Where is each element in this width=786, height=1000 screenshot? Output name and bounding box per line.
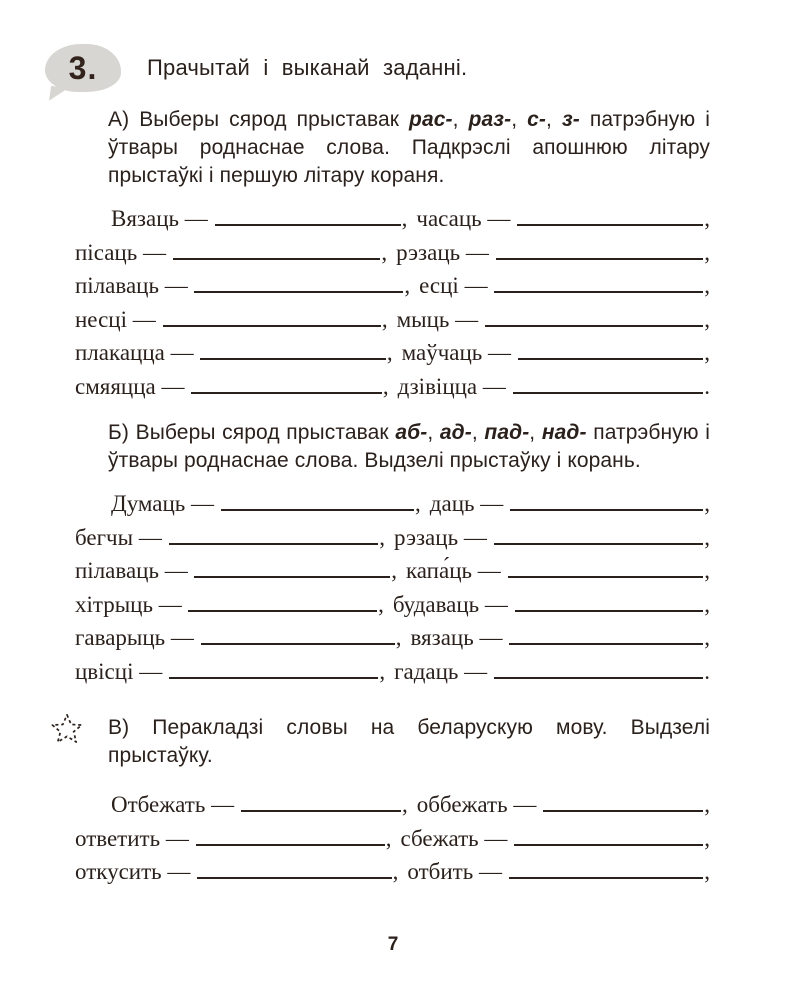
answer-blank — [163, 325, 381, 327]
dash-separator: — — [205, 792, 240, 817]
comma-separator: , — [404, 273, 411, 298]
answer-blank — [169, 677, 378, 679]
dash-separator: — — [458, 273, 494, 298]
section-a-fill-lines — [75, 206, 710, 407]
source-word: гаварыць — [75, 625, 166, 650]
answer-blank — [509, 643, 703, 645]
prefix-option: рас- — [409, 108, 453, 131]
dash-separator: — — [158, 558, 194, 583]
source-word: пісаць — [75, 239, 138, 265]
comma-separator: , — [382, 373, 389, 399]
answer-blank — [494, 677, 703, 679]
source-word: отбить — [407, 859, 474, 884]
line-end-punctuation: , — [704, 273, 710, 298]
heading-text: патрэбную і ўтвары роднаснае слова. Падкрэслі апошнюю літару прыстаўкі і першую літару кораня. — [108, 108, 711, 187]
section-v-fill-lines — [75, 792, 710, 893]
prefix-option: пад- — [484, 421, 530, 444]
comma-separator: , — [386, 340, 393, 365]
fill-line — [75, 307, 710, 341]
source-word: сбежать — [400, 825, 479, 851]
section-a-heading-text — [108, 106, 710, 190]
section-v-heading — [108, 714, 710, 770]
fill-line — [75, 491, 710, 525]
line-end-punctuation: , — [704, 239, 710, 265]
section-a-heading — [108, 106, 710, 190]
comma-separator: , — [395, 625, 402, 650]
source-word: Отбежать — [111, 792, 206, 817]
source-word: смяяцца — [75, 373, 156, 399]
line-end-punctuation: , — [704, 625, 710, 650]
fill-line — [75, 558, 710, 592]
answer-blank — [496, 258, 704, 260]
dash-separator: — — [472, 558, 507, 583]
prefix-option: ад- — [439, 421, 472, 444]
comma-separator: , — [401, 206, 408, 231]
dash-separator: — — [160, 825, 195, 851]
source-word: маўчаць — [401, 340, 483, 365]
dash-separator: — — [482, 340, 517, 365]
source-word: вязаць — [410, 625, 474, 650]
dash-separator: — — [478, 825, 514, 851]
source-word: рэзаць — [394, 524, 459, 550]
fill-line — [75, 374, 710, 408]
source-word: дзівіцца — [397, 373, 478, 399]
answer-blank — [173, 258, 381, 260]
source-word: цвісці — [75, 658, 134, 684]
exercise-title: Прачытай і выканай заданні. — [147, 55, 468, 80]
comma-separator: , — [379, 524, 386, 550]
source-word: оббежать — [416, 792, 508, 817]
dash-separator: — — [458, 658, 493, 684]
dash-separator: — — [473, 625, 509, 650]
dash-separator: — — [449, 306, 484, 332]
answer-blank — [543, 810, 703, 812]
answer-blank — [513, 392, 704, 394]
answer-blank — [494, 543, 704, 545]
dash-separator: — — [133, 524, 168, 550]
heading-text: А) Выберы сярод прыставак — [108, 108, 410, 131]
answer-blank — [485, 325, 703, 327]
heading-text: , — [511, 108, 528, 131]
answer-blank — [518, 358, 703, 360]
answer-blank — [508, 576, 704, 578]
dash-separator: — — [458, 524, 493, 550]
section-b — [75, 419, 710, 692]
fill-line — [75, 792, 710, 826]
source-word: хітрыць — [75, 591, 153, 617]
source-word: плакацца — [75, 340, 165, 365]
fill-line — [75, 525, 710, 559]
comma-separator: , — [379, 658, 386, 684]
line-end-punctuation: , — [704, 306, 710, 332]
line-end-punctuation: , — [704, 558, 710, 583]
dash-separator: — — [473, 859, 508, 884]
source-word: пілаваць — [75, 273, 159, 298]
comma-separator: , — [392, 859, 399, 884]
line-end-punctuation: , — [704, 206, 711, 231]
line-end-punctuation: . — [704, 373, 711, 399]
source-word: даць — [429, 491, 475, 516]
fill-line — [75, 340, 710, 374]
fill-line — [75, 625, 710, 659]
source-word: ответить — [75, 825, 161, 851]
line-end-punctuation: , — [704, 340, 711, 365]
dash-separator: — — [161, 859, 197, 884]
source-word: несці — [75, 306, 127, 332]
dash-separator: — — [164, 340, 200, 365]
comma-separator: , — [415, 491, 421, 516]
line-end-punctuation: , — [704, 825, 710, 851]
answer-blank — [169, 543, 379, 545]
line-end-punctuation: , — [704, 524, 711, 550]
source-word: будаваць — [392, 591, 480, 617]
comma-separator: , — [381, 239, 388, 265]
source-word: бегчы — [75, 524, 134, 550]
answer-blank — [191, 392, 382, 394]
source-word: мыць — [396, 306, 450, 332]
source-word: капа́ць — [405, 558, 472, 583]
prefix-option: з- — [561, 108, 580, 131]
answer-blank — [188, 610, 377, 612]
dash-separator: — — [477, 373, 512, 399]
exercise-number-badge — [45, 44, 121, 92]
answer-blank — [515, 610, 704, 612]
section-a — [75, 106, 710, 407]
line-end-punctuation: , — [704, 859, 710, 884]
exercise-number: 3. — [68, 50, 98, 86]
dash-separator: — — [137, 239, 172, 265]
fill-line — [75, 659, 710, 693]
fill-line — [75, 273, 710, 307]
answer-blank — [517, 224, 703, 226]
section-v-heading-text — [108, 714, 710, 770]
dash-separator: — — [152, 591, 188, 617]
dash-separator: — — [474, 491, 510, 516]
heading-text: , — [452, 108, 469, 131]
source-word: есці — [419, 273, 459, 298]
prefix-option: раз- — [468, 108, 512, 131]
fill-line — [75, 859, 710, 893]
dash-separator: — — [165, 625, 200, 650]
heading-text: патрэбную і ўтвары роднаснае слова. Выдзелі прыстаўку і корань. — [108, 421, 710, 472]
prefix-option: над- — [541, 421, 587, 444]
answer-blank — [194, 291, 403, 293]
prefix-option: с- — [527, 108, 547, 131]
line-end-punctuation: , — [704, 792, 710, 817]
dash-separator: — — [133, 658, 168, 684]
comma-separator: , — [391, 558, 397, 583]
answer-blank — [201, 643, 395, 645]
answer-blank — [510, 509, 703, 511]
exercise-header — [68, 44, 710, 92]
source-word: пілаваць — [75, 558, 159, 583]
dash-separator: — — [481, 206, 517, 231]
source-word: часаць — [416, 206, 482, 231]
source-word: рэзаць — [396, 239, 461, 265]
comma-separator: , — [378, 591, 384, 617]
line-end-punctuation: , — [704, 591, 710, 617]
comma-separator: , — [381, 306, 388, 332]
answer-blank — [241, 810, 401, 812]
source-word: откусить — [75, 859, 162, 884]
section-b-heading — [108, 419, 710, 475]
fill-line — [75, 206, 710, 240]
dash-separator: — — [179, 206, 214, 231]
heading-text: В) Перакладзі словы на беларускую мову. Выдзелі прыстаўку. — [108, 716, 710, 767]
answer-blank — [197, 877, 392, 879]
dash-separator: — — [158, 273, 194, 298]
prefix-option: аб- — [395, 421, 428, 444]
heading-text: , — [471, 421, 485, 444]
source-word: Думаць — [111, 491, 186, 516]
answer-blank — [509, 877, 704, 879]
answer-blank — [221, 509, 414, 511]
answer-blank — [194, 576, 390, 578]
answer-blank — [196, 844, 385, 846]
page-number: 7 — [387, 934, 399, 955]
dash-separator: — — [460, 239, 495, 265]
comma-separator: , — [401, 792, 408, 817]
dash-separator: — — [479, 591, 514, 617]
answer-blank — [200, 358, 385, 360]
source-word: Вязаць — [111, 206, 180, 231]
heading-text: , — [546, 108, 562, 131]
line-end-punctuation: , — [704, 491, 711, 516]
answer-blank — [215, 224, 401, 226]
section-b-fill-lines — [75, 491, 710, 692]
fill-line — [75, 592, 710, 626]
heading-text: , — [529, 421, 542, 444]
dash-separator: — — [155, 373, 191, 399]
answer-blank — [494, 291, 703, 293]
heading-text: Б) Выберы сярод прыставак — [108, 421, 396, 444]
answer-blank — [514, 844, 703, 846]
line-end-punctuation: . — [704, 658, 711, 684]
dash-separator: — — [507, 792, 543, 817]
fill-line — [75, 826, 710, 860]
section-v — [75, 714, 710, 893]
dash-separator: — — [185, 491, 220, 516]
fill-line — [75, 240, 710, 274]
comma-separator: , — [385, 825, 392, 851]
heading-text: , — [427, 421, 440, 444]
section-b-heading-text — [108, 419, 710, 475]
dash-separator: — — [127, 306, 162, 332]
star-icon — [50, 712, 84, 746]
source-word: гадаць — [394, 658, 459, 684]
